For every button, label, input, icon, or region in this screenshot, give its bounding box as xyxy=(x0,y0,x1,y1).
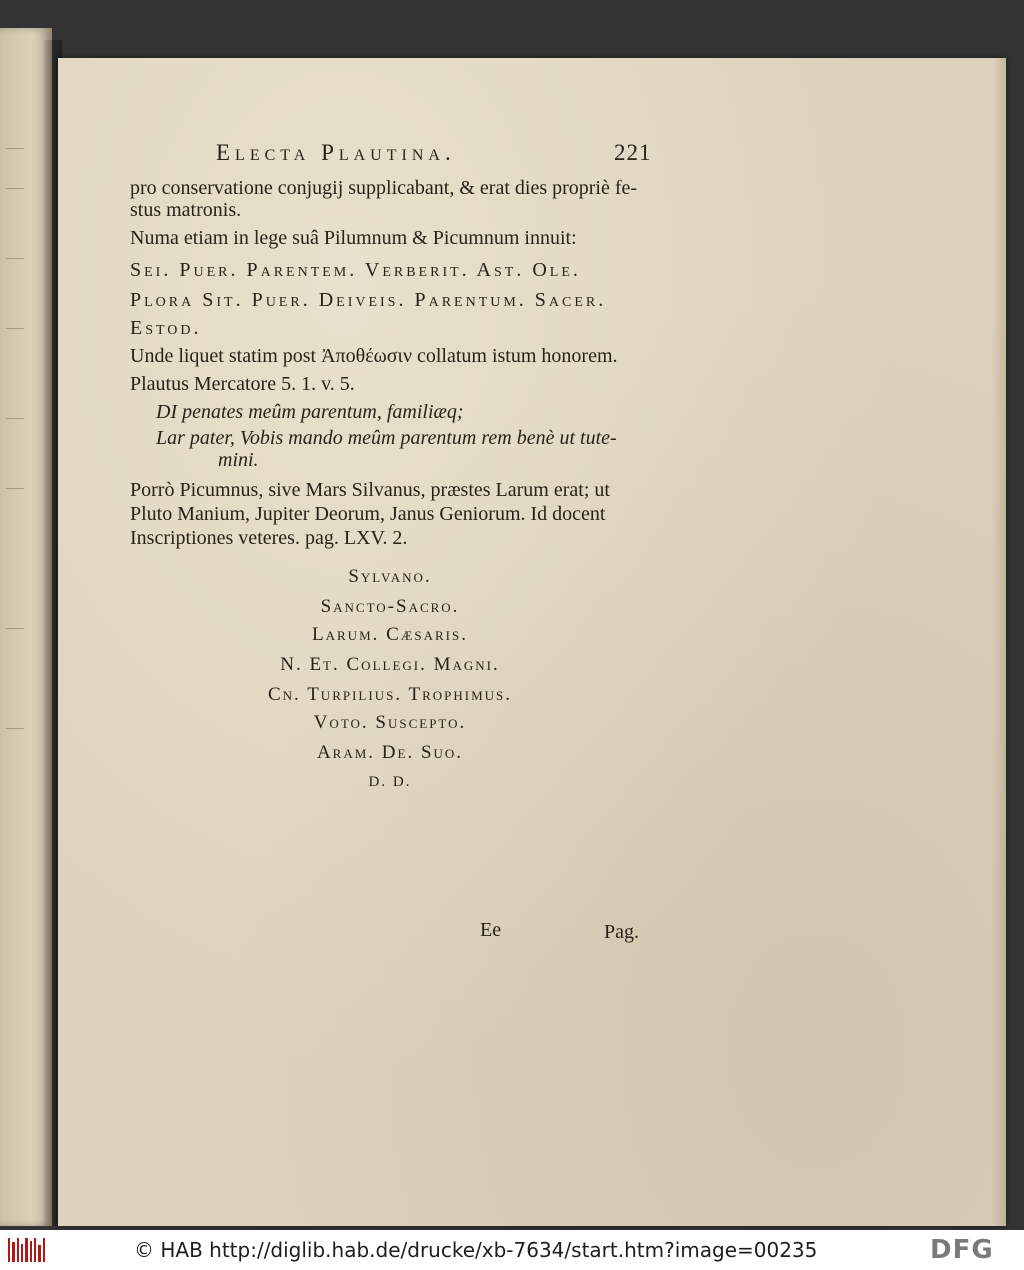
running-header: Electa Plautina. xyxy=(216,140,456,165)
hab-barcode-icon xyxy=(8,1236,48,1264)
bleed-mark xyxy=(6,188,24,199)
text-line: Inscriptiones veteres. pag. LXV. 2. xyxy=(130,527,408,549)
inscription-line: N. Et. Collegi. Magni. xyxy=(280,654,500,675)
text-line: Unde liquet statim post Ἀποθέωσιν collatum istum honorem. xyxy=(130,345,618,367)
verse-line: DI penates meûm parentum, familiæq; xyxy=(156,401,464,423)
inscription-line: Voto. Suscepto. xyxy=(313,712,467,733)
bleed-mark xyxy=(6,728,24,739)
inscription-line: Cn. Turpilius. Trophimus. xyxy=(267,684,513,705)
dfg-logo: DFG xyxy=(930,1235,994,1265)
book-page xyxy=(58,58,1006,1226)
text-line: Pluto Manium, Jupiter Deorum, Janus Geniorum. Id docent xyxy=(130,503,606,525)
copyright-link[interactable]: © HAB http://diglib.hab.de/drucke/xb-7634/start.htm?image=00235 xyxy=(134,1238,818,1262)
inscription-line: Aram. De. Suo. xyxy=(316,742,464,763)
inscription-line: Larum. Cæsaris. xyxy=(312,624,468,645)
text-line: Plautus Mercatore 5. 1. v. 5. xyxy=(130,373,355,395)
law-line: Plora Sit. Puer. Deiveis. Parentum. Sacer. xyxy=(130,289,607,311)
verse-line: mini. xyxy=(218,449,259,471)
bleed-mark xyxy=(6,328,24,339)
bleed-mark xyxy=(6,418,24,429)
inscription-line: D. D. xyxy=(368,774,412,790)
bleed-mark xyxy=(6,628,24,639)
inscription-line: Sancto-Sacro. xyxy=(320,596,460,617)
law-line: Sei. Puer. Parentem. Verberit. Ast. Ole. xyxy=(130,259,581,281)
law-line: Estod. xyxy=(130,317,202,339)
text-line: pro conservatione conjugij supplicabant, & erat dies propriè fe- xyxy=(130,177,638,199)
bleed-mark xyxy=(6,148,24,159)
verse-line: Lar pater, Vobis mando meûm parentum rem benè ut tute- xyxy=(156,427,617,449)
signature-mark: Ee xyxy=(480,919,502,941)
bleed-mark xyxy=(6,258,24,269)
catchword: Pag. xyxy=(604,921,639,943)
bleed-mark xyxy=(6,488,24,499)
text-line: Porrò Picumnus, sive Mars Silvanus, præstes Larum erat; ut xyxy=(130,479,610,501)
text-line: Numa etiam in lege suâ Pilumnum & Picumnum innuit: xyxy=(130,227,577,249)
page-edge-shadow xyxy=(992,58,1006,1226)
text-line: stus matronis. xyxy=(130,199,242,221)
viewer-footer xyxy=(0,1230,1024,1270)
inscription-line: Sylvano. xyxy=(348,566,432,587)
page-number: 221 xyxy=(614,140,652,165)
